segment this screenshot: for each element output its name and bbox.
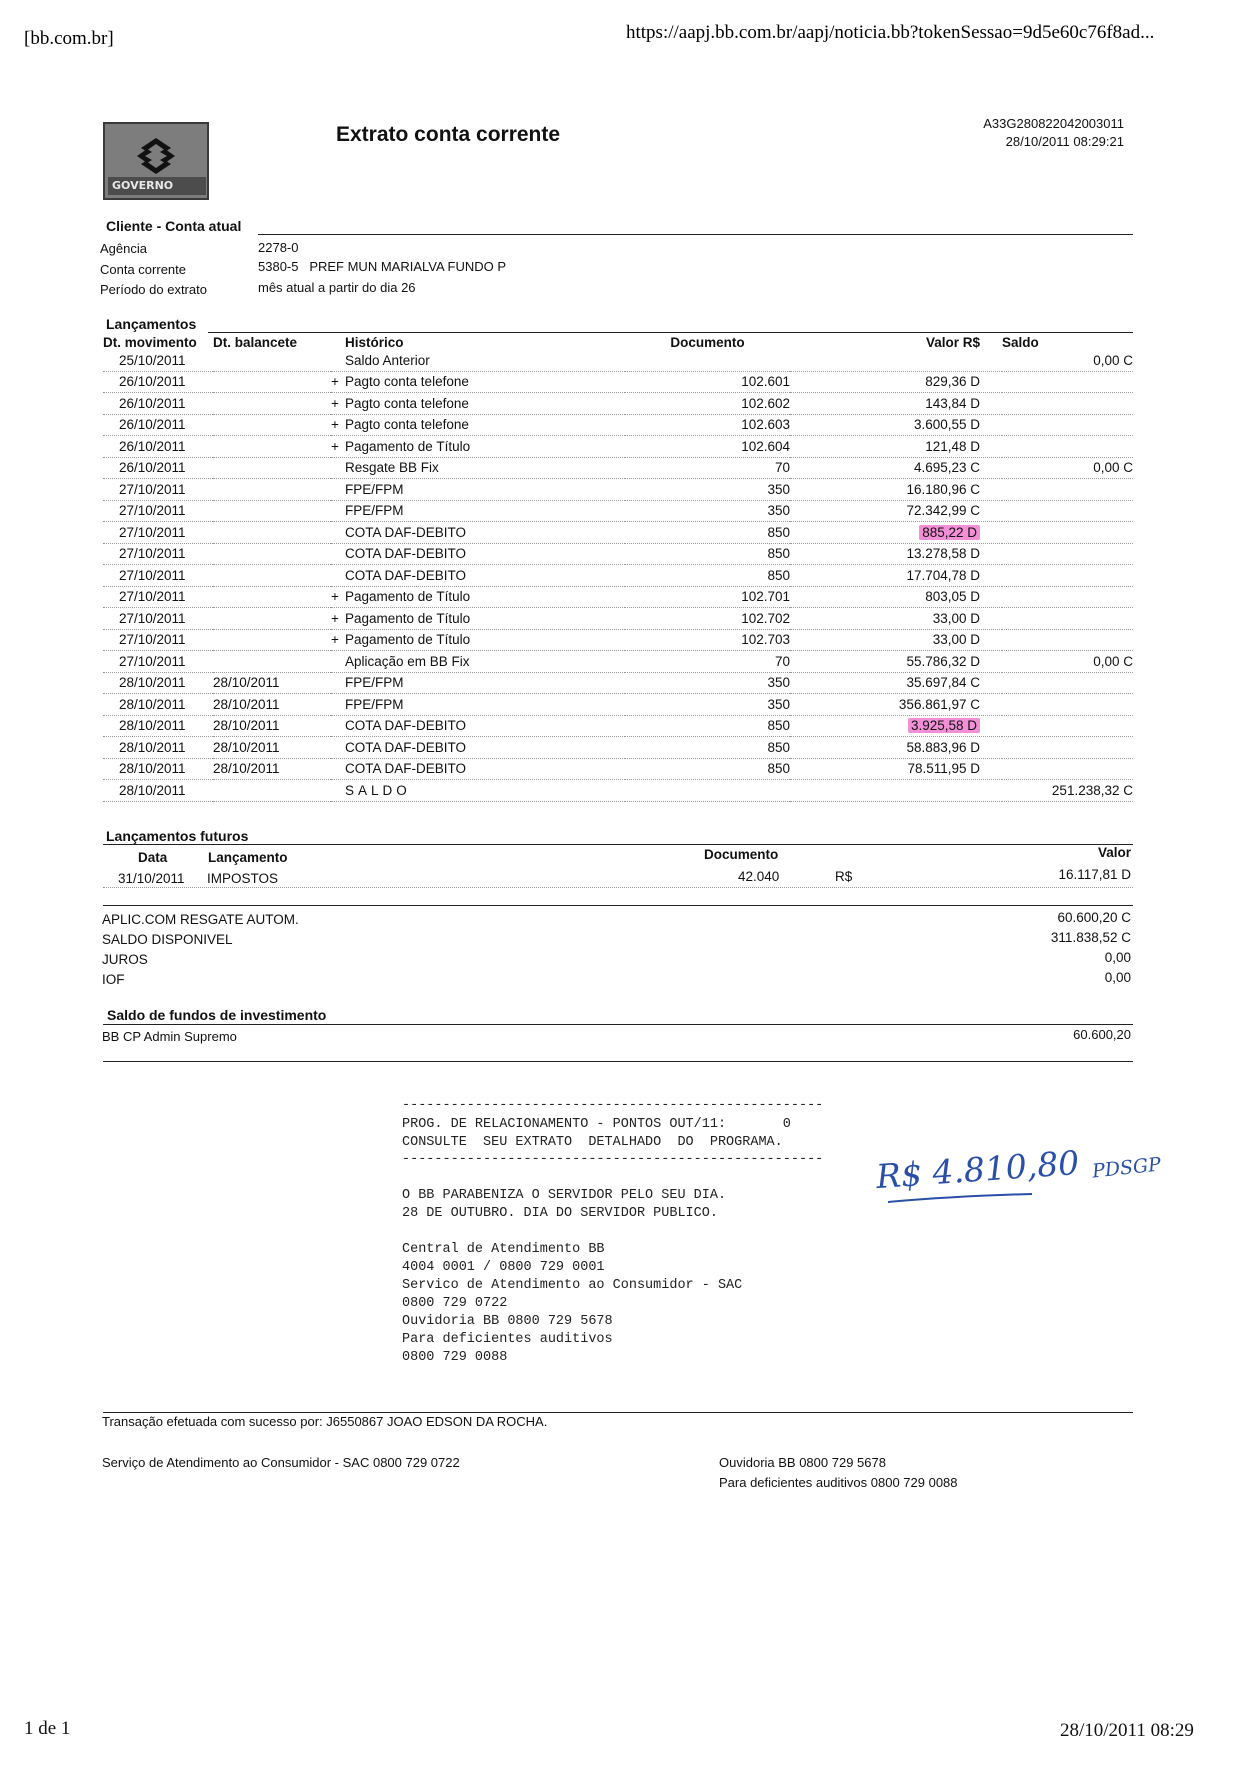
valor-text: 16.180,96 C [906,481,980,497]
table-row [103,629,1133,651]
cell-saldo [1002,479,1133,501]
cell-valor [790,672,1002,694]
valor-text: 803,05 D [925,589,980,605]
saldo-row [103,780,1133,802]
historico-text: FPE/FPM [345,675,404,691]
cell-valor [790,608,1002,630]
plus-marker: + [331,610,339,626]
cell-historico [331,715,625,737]
lancamentos-body [103,350,1133,801]
resumo-label: IOF [102,972,125,987]
historico-text: COTA DAF-DEBITO [345,567,467,583]
cell-saldo: 0,00 C [1002,350,1133,371]
cell-documento: 102.701 [625,586,790,608]
futuros-rule [103,844,1133,845]
cell-valor [790,629,1002,651]
cell-dt-movimento: 28/10/2011 [103,715,213,737]
historico-text: COTA DAF-DEBITO [345,761,467,777]
plus-marker: + [331,589,339,605]
cell-documento: 850 [625,715,790,737]
resumo-label: APLIC.COM RESGATE AUTOM. [102,912,299,927]
cell-dt-balancete: 28/10/2011 [213,694,331,716]
col-dt-movimento: Dt. movimento [103,335,197,350]
table-row [103,737,1133,759]
cell-dt-balancete [213,393,331,415]
table-row [103,436,1133,458]
cell-valor [790,543,1002,565]
table-row [103,393,1133,415]
cell-historico [331,608,625,630]
cell-saldo [1002,436,1133,458]
cell-dt-movimento: 26/10/2011 [103,414,213,436]
cell-dt-balancete: 28/10/2011 [213,758,331,780]
table-row [103,543,1133,565]
cell-valor [790,737,1002,759]
cell-valor [790,500,1002,522]
cell-dt-balancete: 28/10/2011 [213,715,331,737]
cell-historico [331,586,625,608]
cell-dt-balancete [213,543,331,565]
cell-saldo [1002,500,1133,522]
historico-text: Pagamento de Título [345,438,471,454]
cell-dt-balancete: 28/10/2011 [213,737,331,759]
table-row [103,715,1133,737]
cell-dt-balancete [213,522,331,544]
futuro-lancamento: IMPOSTOS [207,871,279,886]
resumo-value: 0,00 [1104,970,1131,985]
valor-text: 13.278,58 D [906,546,980,562]
handwritten-underline [886,1190,1036,1206]
cell-dt-balancete [213,479,331,501]
browser-url: https://aapj.bb.com.br/aapj/noticia.bb?tokenSessao=9d5e60c76f8ad... [626,22,1155,43]
highlighted-valor: 885,22 D [919,525,980,540]
historico-text: COTA DAF-DEBITO [345,739,467,755]
table-row [103,457,1133,479]
futuros-col-documento: Documento [704,847,779,862]
valor-text: 33,00 D [932,610,980,626]
historico-text: Pagamento de Título [345,632,471,648]
bb-logo [103,122,209,200]
historico-text: FPE/FPM [345,481,404,497]
cell-valor [790,694,1002,716]
cell-valor [790,780,1002,802]
cell-documento: 70 [625,457,790,479]
cell-dt-movimento: 28/10/2011 [103,672,213,694]
cell-historico [331,393,625,415]
cell-dt-movimento: 27/10/2011 [103,608,213,630]
cell-historico [331,758,625,780]
cell-valor [790,371,1002,393]
cell-dt-balancete [213,414,331,436]
historico-text: COTA DAF-DEBITO [345,718,467,734]
cell-dt-movimento: 26/10/2011 [103,436,213,458]
cell-dt-movimento: 26/10/2011 [103,371,213,393]
cell-documento: 102.702 [625,608,790,630]
page-count: 1 de 1 [24,1718,71,1739]
valor-text: 72.342,99 C [906,503,980,519]
cell-historico [331,500,625,522]
cell-dt-movimento: 27/10/2011 [103,586,213,608]
periodo-label: Período do extrato [100,282,207,297]
cell-valor [790,436,1002,458]
lancamentos-table [103,330,1133,802]
cell-historico [331,371,625,393]
cell-dt-movimento: 25/10/2011 [103,350,213,371]
cell-valor [790,651,1002,673]
cell-dt-movimento: 28/10/2011 [103,758,213,780]
table-row [103,565,1133,587]
handwritten-note: PDSGP [1091,1153,1162,1183]
table-row [103,672,1133,694]
cell-dt-movimento: 27/10/2011 [103,543,213,565]
cell-documento: 850 [625,565,790,587]
valor-text: 3.600,55 D [913,417,980,433]
col-saldo: Saldo [1002,335,1039,350]
futuro-currency: R$ [835,869,853,884]
cell-saldo [1002,543,1133,565]
resumo-value: 311.838,52 C [1050,930,1131,945]
cell-historico [331,565,625,587]
cell-dt-balancete [213,651,331,673]
cell-dt-movimento: 26/10/2011 [103,393,213,415]
fundos-section-title: Saldo de fundos de investimento [107,1007,327,1023]
transacao-text: Transação efetuada com sucesso por: J6550867 JOAO EDSON DA ROCHA. [102,1414,548,1429]
resumo-label: JUROS [102,952,148,967]
cell-documento [625,350,790,371]
resumo-value: 0,00 [1104,950,1131,965]
program-message: PROG. DE RELACIONAMENTO - PONTOS OUT/11: 0 CONSULTE SEU EXTRATO DETALHADO DO PROGRAMA. [402,1117,791,1150]
cell-dt-balancete [213,565,331,587]
cell-historico [331,414,625,436]
print-datetime: 28/10/2011 08:29 [1060,1720,1194,1741]
table-row [103,479,1133,501]
cell-dt-balancete [213,371,331,393]
cell-historico [331,522,625,544]
cell-dt-balancete [213,500,331,522]
cell-documento: 850 [625,543,790,565]
cell-dt-movimento: 27/10/2011 [103,565,213,587]
plus-marker: + [331,632,339,648]
table-row [103,758,1133,780]
table-row [103,522,1133,544]
cell-dt-balancete [213,457,331,479]
futuro-valor: 16.117,81 D [1058,867,1131,882]
cell-valor [790,350,1002,371]
futuro-documento: 42.040 [738,869,780,884]
cell-saldo [1002,715,1133,737]
cell-documento: 850 [625,758,790,780]
cell-historico [331,737,625,759]
cell-dt-movimento: 28/10/2011 [103,694,213,716]
plus-marker: + [331,374,339,390]
servidor-message: O BB PARABENIZA O SERVIDOR PELO SEU DIA. 28 DE OUTUBRO. DIA DO SERVIDOR PUBLICO. [402,1188,727,1221]
handwritten-amount: R$ 4.810,80 [874,1142,1081,1197]
cell-documento: 102.703 [625,629,790,651]
cell-historico [331,672,625,694]
logo-caption: GOVERNO [108,177,206,195]
historico-text: Resgate BB Fix [345,460,439,476]
cell-documento: 102.602 [625,393,790,415]
agencia-value: 2278-0 [258,240,299,255]
cell-documento: 102.601 [625,371,790,393]
footer-sac: Serviço de Atendimento ao Consumidor - SAC 0800 729 0722 [102,1455,460,1470]
historico-text: Pagamento de Título [345,610,471,626]
plus-marker: + [331,417,339,433]
fundo-value: 60.600,20 [1073,1027,1131,1042]
table-row [103,586,1133,608]
cell-historico [331,350,625,371]
cell-historico [331,436,625,458]
valor-text: 33,00 D [932,632,980,648]
plus-marker: + [331,438,339,454]
conta-value: 5380-5 PREF MUN MARIALVA FUNDO P [258,259,507,274]
cell-documento: 850 [625,522,790,544]
statement-code: A33G280822042003011 [983,116,1124,131]
col-historico: Histórico [345,335,404,350]
periodo-value: mês atual a partir do dia 26 [258,280,416,295]
cell-documento: 350 [625,672,790,694]
resumo-rule [103,905,1133,906]
cell-dt-movimento: 27/10/2011 [103,479,213,501]
cell-saldo [1002,586,1133,608]
cell-documento: 70 [625,651,790,673]
fundo-name: BB CP Admin Supremo [102,1029,237,1044]
cell-saldo: 0,00 C [1002,457,1133,479]
table-row [103,694,1133,716]
cell-saldo [1002,737,1133,759]
cell-dt-balancete [213,436,331,458]
cell-valor [790,457,1002,479]
historico-text: Pagamento de Título [345,589,471,605]
saldo-value: 251.238,32 C [1002,780,1133,802]
cell-historico [331,479,625,501]
cell-dt-movimento: 27/10/2011 [103,651,213,673]
fundos-bottom-rule [103,1061,1133,1062]
cell-saldo [1002,522,1133,544]
cell-historico [331,694,625,716]
cell-dt-balancete [213,586,331,608]
table-row [103,350,1133,371]
historico-text: FPE/FPM [345,696,404,712]
valor-text: 58.883,96 D [906,739,980,755]
cell-dt-balancete [213,350,331,371]
cell-saldo [1002,629,1133,651]
cell-historico [331,629,625,651]
table-row [103,651,1133,673]
historico-text: Pagto conta telefone [345,374,469,390]
cell-dt-movimento: 28/10/2011 [103,780,213,802]
table-row [103,608,1133,630]
agencia-label: Agência [100,241,147,256]
historico-text: Saldo Anterior [345,352,430,368]
futuro-data: 31/10/2011 [118,871,185,886]
historico-text: Aplicação em BB Fix [345,653,470,669]
cell-dt-balancete [213,629,331,651]
statement-datetime: 28/10/2011 08:29:21 [1005,134,1124,149]
cell-documento: 850 [625,737,790,759]
table-row [103,371,1133,393]
col-valor: Valor R$ [925,335,980,350]
historico-text: Pagto conta telefone [345,417,469,433]
cell-saldo [1002,608,1133,630]
cell-documento: 350 [625,479,790,501]
cell-documento: 350 [625,694,790,716]
messages-dashes-bottom: ---------------------------------------------------- [402,1152,824,1167]
footer-deficientes: Para deficientes auditivos 0800 729 0088 [719,1475,958,1490]
historico-text: COTA DAF-DEBITO [345,546,467,562]
valor-text: 829,36 D [925,374,980,390]
cell-historico [331,457,625,479]
cell-dt-balancete [213,780,331,802]
futuros-col-valor: Valor [1097,845,1131,860]
table-row [103,500,1133,522]
valor-text: 356.861,97 C [898,696,980,712]
futuros-row-rule [103,887,1133,888]
valor-text: 55.786,32 D [906,653,980,669]
cell-dt-balancete: 28/10/2011 [213,672,331,694]
valor-text: 17.704,78 D [906,567,980,583]
historico-text: Pagto conta telefone [345,395,469,411]
historico-text: COTA DAF-DEBITO [345,524,467,540]
cell-valor [790,565,1002,587]
resumo-label: SALDO DISPONIVEL [102,932,233,947]
footer-rule [103,1412,1133,1413]
bb-logo-icon [133,134,179,178]
cell-dt-movimento: 27/10/2011 [103,522,213,544]
footer-ouvidoria: Ouvidoria BB 0800 729 5678 [719,1455,886,1470]
central-atendimento-message: Central de Atendimento BB 4004 0001 / 0800 729 0001 Servico de Atendimento ao Consumidor - SAC 0800 729 0722 Ouvidoria BB 0800 729 5678 Para deficientes auditivos 0800 729 0088 [402,1242,743,1365]
lancamentos-header-row [103,330,1133,350]
cell-saldo [1002,565,1133,587]
cell-dt-balancete [213,608,331,630]
resumo-value: 60.600,20 C [1057,910,1131,925]
historico-text: FPE/FPM [345,503,404,519]
browser-site-label: [bb.com.br] [24,28,114,49]
valor-text: 121,48 D [925,438,980,454]
cell-saldo [1002,758,1133,780]
cell-valor [790,479,1002,501]
col-documento: Documento [670,335,745,350]
valor-text: 78.511,95 D [907,761,980,777]
futuros-col-lancamento: Lançamento [208,850,288,865]
cell-valor [790,522,1002,544]
futuros-section-title: Lançamentos futuros [106,828,249,844]
cell-saldo [1002,672,1133,694]
client-rule [258,234,1133,235]
fundos-rule [103,1024,1133,1025]
client-section-title: Cliente - Conta atual [106,218,242,234]
lancamentos-section-title: Lançamentos [106,316,197,332]
cell-documento [625,780,790,802]
messages-dashes-top: ---------------------------------------------------- [402,1098,824,1113]
cell-saldo: 0,00 C [1002,651,1133,673]
cell-saldo [1002,694,1133,716]
col-dt-balancete: Dt. balancete [213,335,298,350]
page-title: Extrato conta corrente [336,123,561,146]
cell-historico [331,651,625,673]
cell-valor [790,393,1002,415]
valor-text: 4.695,23 C [913,460,980,476]
cell-valor [790,586,1002,608]
cell-valor [790,758,1002,780]
cell-dt-movimento: 27/10/2011 [103,500,213,522]
valor-text: 143,84 D [925,395,980,411]
cell-valor [790,414,1002,436]
valor-text: 35.697,84 C [906,675,980,691]
cell-historico [331,543,625,565]
cell-saldo [1002,414,1133,436]
cell-saldo [1002,371,1133,393]
cell-dt-movimento: 27/10/2011 [103,629,213,651]
saldo-label: SALDO [331,780,625,802]
cell-dt-movimento: 26/10/2011 [103,457,213,479]
table-row [103,414,1133,436]
cell-dt-movimento: 28/10/2011 [103,737,213,759]
conta-label: Conta corrente [100,262,186,277]
cell-documento: 102.604 [625,436,790,458]
cell-valor [790,715,1002,737]
plus-marker: + [331,395,339,411]
futuros-col-data: Data [138,850,168,865]
cell-documento: 102.603 [625,414,790,436]
highlighted-valor: 3.925,58 D [908,718,980,733]
cell-saldo [1002,393,1133,415]
cell-documento: 350 [625,500,790,522]
